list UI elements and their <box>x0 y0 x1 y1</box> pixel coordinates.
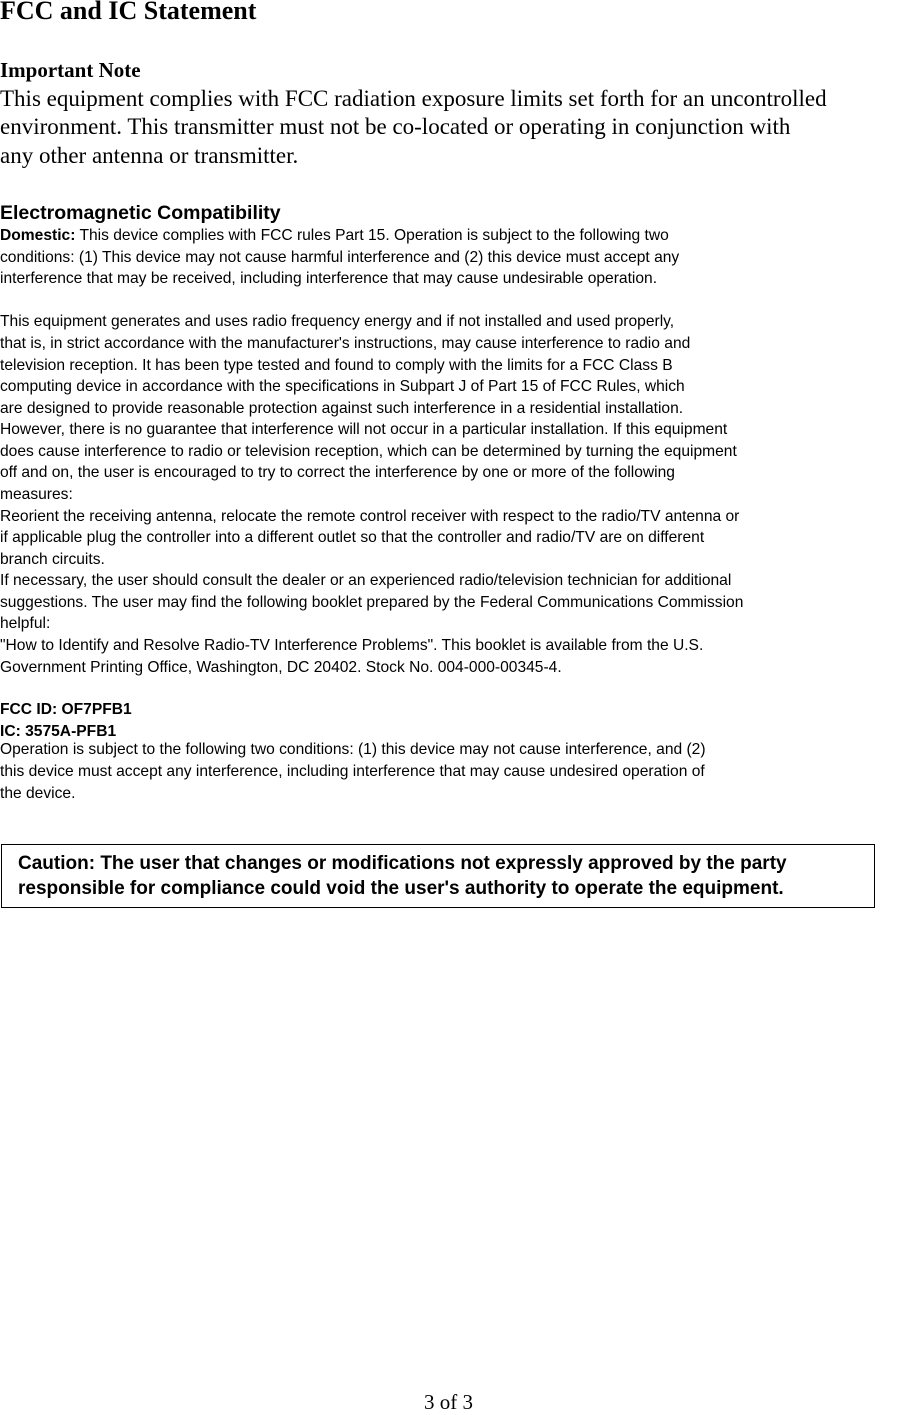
caution-line: Caution: The user that changes or modifications not expressly approved by the party <box>18 853 787 874</box>
body-line: television reception. It has been type tested and found to comply with the limits for a FCC Class B <box>0 357 673 374</box>
important-note-line: any other antenna or transmitter. <box>0 143 299 168</box>
operation-line: Operation is subject to the following two conditions: (1) this device may not cause interference, and (2) <box>0 741 706 758</box>
emc-heading: Electromagnetic Compatibility <box>0 202 281 224</box>
body-line: if applicable plug the controller into a different outlet so that the controller and radio/TV are on different <box>0 529 705 546</box>
caution-line: responsible for compliance could void the user's authority to operate the equipment. <box>18 878 784 899</box>
body-line: "How to Identify and Resolve Radio-TV Interference Problems". This booklet is available from the U.S. <box>0 637 704 654</box>
body-line: However, there is no guarantee that interference will not occur in a particular installation. If this equipment <box>0 421 728 438</box>
body-line: suggestions. The user may find the following booklet prepared by the Federal Communications Commission <box>0 594 744 611</box>
body-line: does cause interference to radio or television reception, which can be determined by turning the equipment <box>0 443 737 460</box>
page-title: FCC and IC Statement <box>0 0 257 25</box>
caution-box <box>1 844 875 908</box>
body-line: measures: <box>0 486 73 503</box>
body-line: branch circuits. <box>0 551 105 568</box>
body-line: Government Printing Office, Washington, DC 20402. Stock No. 004-000-00345-4. <box>0 659 562 676</box>
domestic-label: Domestic: <box>0 227 76 244</box>
important-note-heading: Important Note <box>0 58 141 82</box>
important-note-line: environment. This transmitter must not be co-located or operating in conjunction with <box>0 114 791 139</box>
domestic-statement <box>0 226 669 246</box>
domestic-line: conditions: (1) This device may not cause harmful interference and (2) this device must accept any <box>0 249 680 266</box>
body-line: that is, in strict accordance with the manufacturer's instructions, may cause interference to radio and <box>0 335 691 352</box>
operation-line: this device must accept any interference, including interference that may cause undesired operation of <box>0 763 705 780</box>
body-line: Reorient the receiving antenna, relocate the remote control receiver with respect to the radio/TV antenna or <box>0 508 740 525</box>
fcc-id: FCC ID: OF7PFB1 <box>0 701 132 718</box>
body-line: This equipment generates and uses radio frequency energy and if not installed and used properly, <box>0 313 675 330</box>
body-line: off and on, the user is encouraged to try to correct the interference by one or more of the following <box>0 464 675 481</box>
body-line: If necessary, the user should consult the dealer or an experienced radio/television technician for additional <box>0 572 732 589</box>
body-line: helpful: <box>0 615 51 632</box>
body-line: are designed to provide reasonable protection against such interference in a residential installation. <box>0 400 684 417</box>
body-line: computing device in accordance with the specifications in Subpart J of Part 15 of FCC Rules, which <box>0 378 685 395</box>
domestic-text: This device complies with FCC rules Part 15. Operation is subject to the following two <box>75 227 669 244</box>
ic-number: IC: 3575A-PFB1 <box>0 723 117 740</box>
domestic-line: interference that may be received, including interference that may cause undesirable operation. <box>0 270 658 287</box>
operation-line: the device. <box>0 785 76 802</box>
page-number: 3 of 3 <box>424 1390 473 1414</box>
important-note-line: This equipment complies with FCC radiation exposure limits set forth for an uncontrolled <box>0 86 827 111</box>
